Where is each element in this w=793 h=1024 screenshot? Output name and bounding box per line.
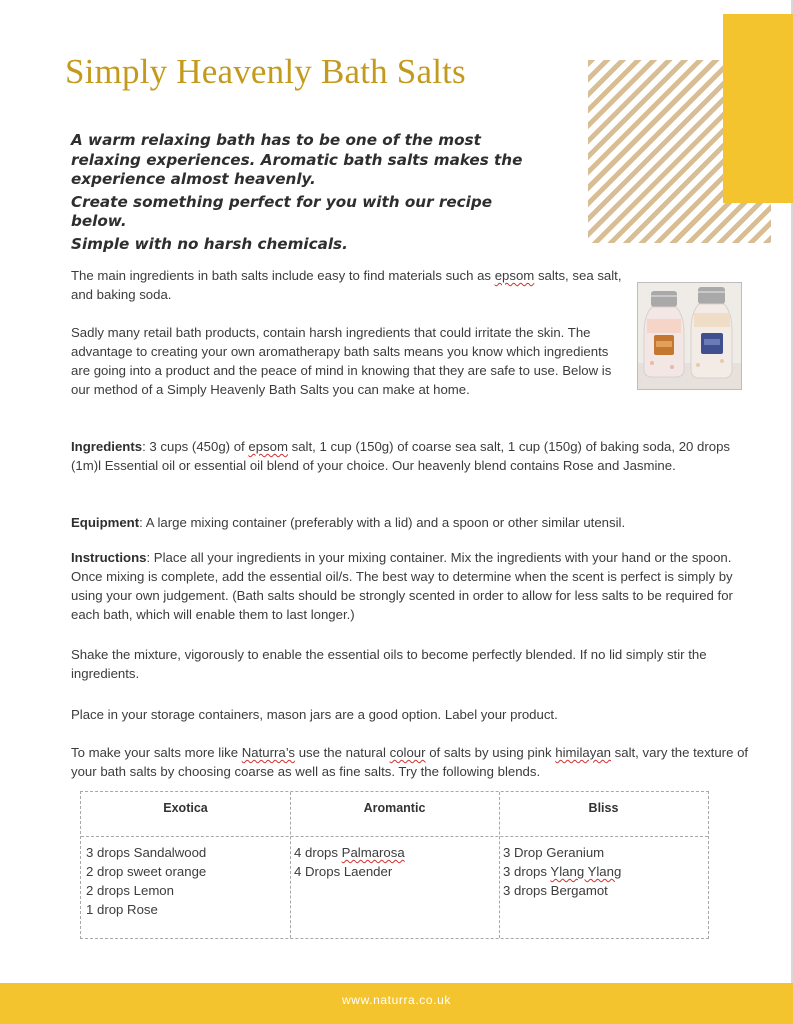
list-item: 4 drops Palmarosa [294, 845, 405, 860]
list-item: 3 drops Bergamot [503, 883, 608, 898]
list-item: 3 drops Sandalwood [86, 845, 207, 860]
spellcheck-word: colour [389, 745, 426, 760]
intro-block [71, 131, 541, 257]
equipment-label: Equipment [71, 515, 140, 530]
paragraph-equipment: Equipment: A large mixing container (preferably with a lid) and a spoon or other similar utensil. [71, 515, 626, 530]
list-item: 4 Drops Laender [294, 864, 393, 879]
list-item: 1 drop Rose [86, 902, 158, 917]
list-item: 2 drops Lemon [86, 883, 174, 898]
spellcheck-word: Ylang Ylang [550, 864, 622, 879]
paragraph-main-ingredients: The main ingredients in bath salts include easy to find materials such as epsom salts, sea salt, and baking soda. [71, 268, 622, 302]
instructions-label: Instructions [71, 550, 147, 565]
spellcheck-word: Palmarosa [341, 845, 405, 860]
intro-paragraph-2: Create something perfect for you with our recipe below. [71, 192, 493, 230]
cell-bliss [503, 843, 621, 900]
header-exotica: Exotica [163, 801, 208, 815]
paragraph-advantage: Sadly many retail bath products, contain harsh ingredients that could irritate the skin. The advantage to creating your own aromatherapy bath salts means you know which ingredients are going into a product and the peace of mind in knowing that they are safe to use. Below is our method of a Simply Heavenly Bath Salts you can make at home. [71, 325, 612, 397]
paragraph-ingredients: Ingredients: 3 cups (450g) of epsom salt, 1 cup (150g) of coarse sea salt, 1 cup (150g) of baking soda, 20 drops (1m)l Essential oil or essential oil blend of your choice. Our heavenly blend contains Rose and Jasmine. [71, 439, 731, 473]
paragraph-storage: Place in your storage containers, mason jars are a good option. Label your product. [71, 707, 558, 722]
list-item: 3 Drop Geranium [503, 845, 605, 860]
intro-paragraph-1: A warm relaxing bath has to be one of the most relaxing experiences. Aromatic bath salts makes the experience almost heavenly. [71, 131, 523, 188]
list-item: 3 drops Ylang Ylang [503, 864, 622, 879]
ingredients-label: Ingredients [71, 439, 143, 454]
paragraph-instructions: Instructions: Place all your ingredients in your mixing container. Mix the ingredients with your hand or the spoon. Once mixing is complete, add the essential oil/s. The best way to determine when the scent is perfect is simply by using your own judgement. (Bath salts should be strongly scented in order to allow for less salts to be required for each bath, which will enable them to last longer.) [71, 550, 733, 622]
cell-exotica [86, 843, 206, 919]
intro-paragraph-3: Simple with no harsh chemicals. [71, 234, 348, 253]
paragraph-naturra-tips: To make your salts more like Naturra’s use the natural colour of salts by using pink himilayan salt, vary the texture of your bath salts by choosing coarse as well as fine salts. Try the following blends. [71, 745, 749, 779]
header-bliss: Bliss [588, 801, 619, 815]
spellcheck-word: epsom [248, 439, 288, 454]
spellcheck-word: Naturra’s [241, 745, 296, 760]
footer-url[interactable]: www.naturra.co.uk [342, 993, 451, 1007]
spellcheck-word: epsom [494, 268, 535, 283]
page-title: Simply Heavenly Bath Salts [65, 52, 466, 91]
paragraph-shake: Shake the mixture, vigorously to enable the essential oils to become perfectly blended. If no lid simply stir the ingredients. [71, 647, 707, 681]
spellcheck-word: himilayan [555, 745, 611, 760]
blends-table [80, 791, 709, 939]
list-item: 2 drop sweet orange [86, 864, 207, 879]
bath-salt-jars-photo [637, 282, 742, 390]
decorative-yellow-block [723, 14, 793, 203]
footer-bar [0, 983, 793, 1024]
cell-aromantic [294, 843, 405, 881]
header-aromantic: Aromantic [363, 801, 426, 815]
jars-image-icon [638, 283, 741, 389]
